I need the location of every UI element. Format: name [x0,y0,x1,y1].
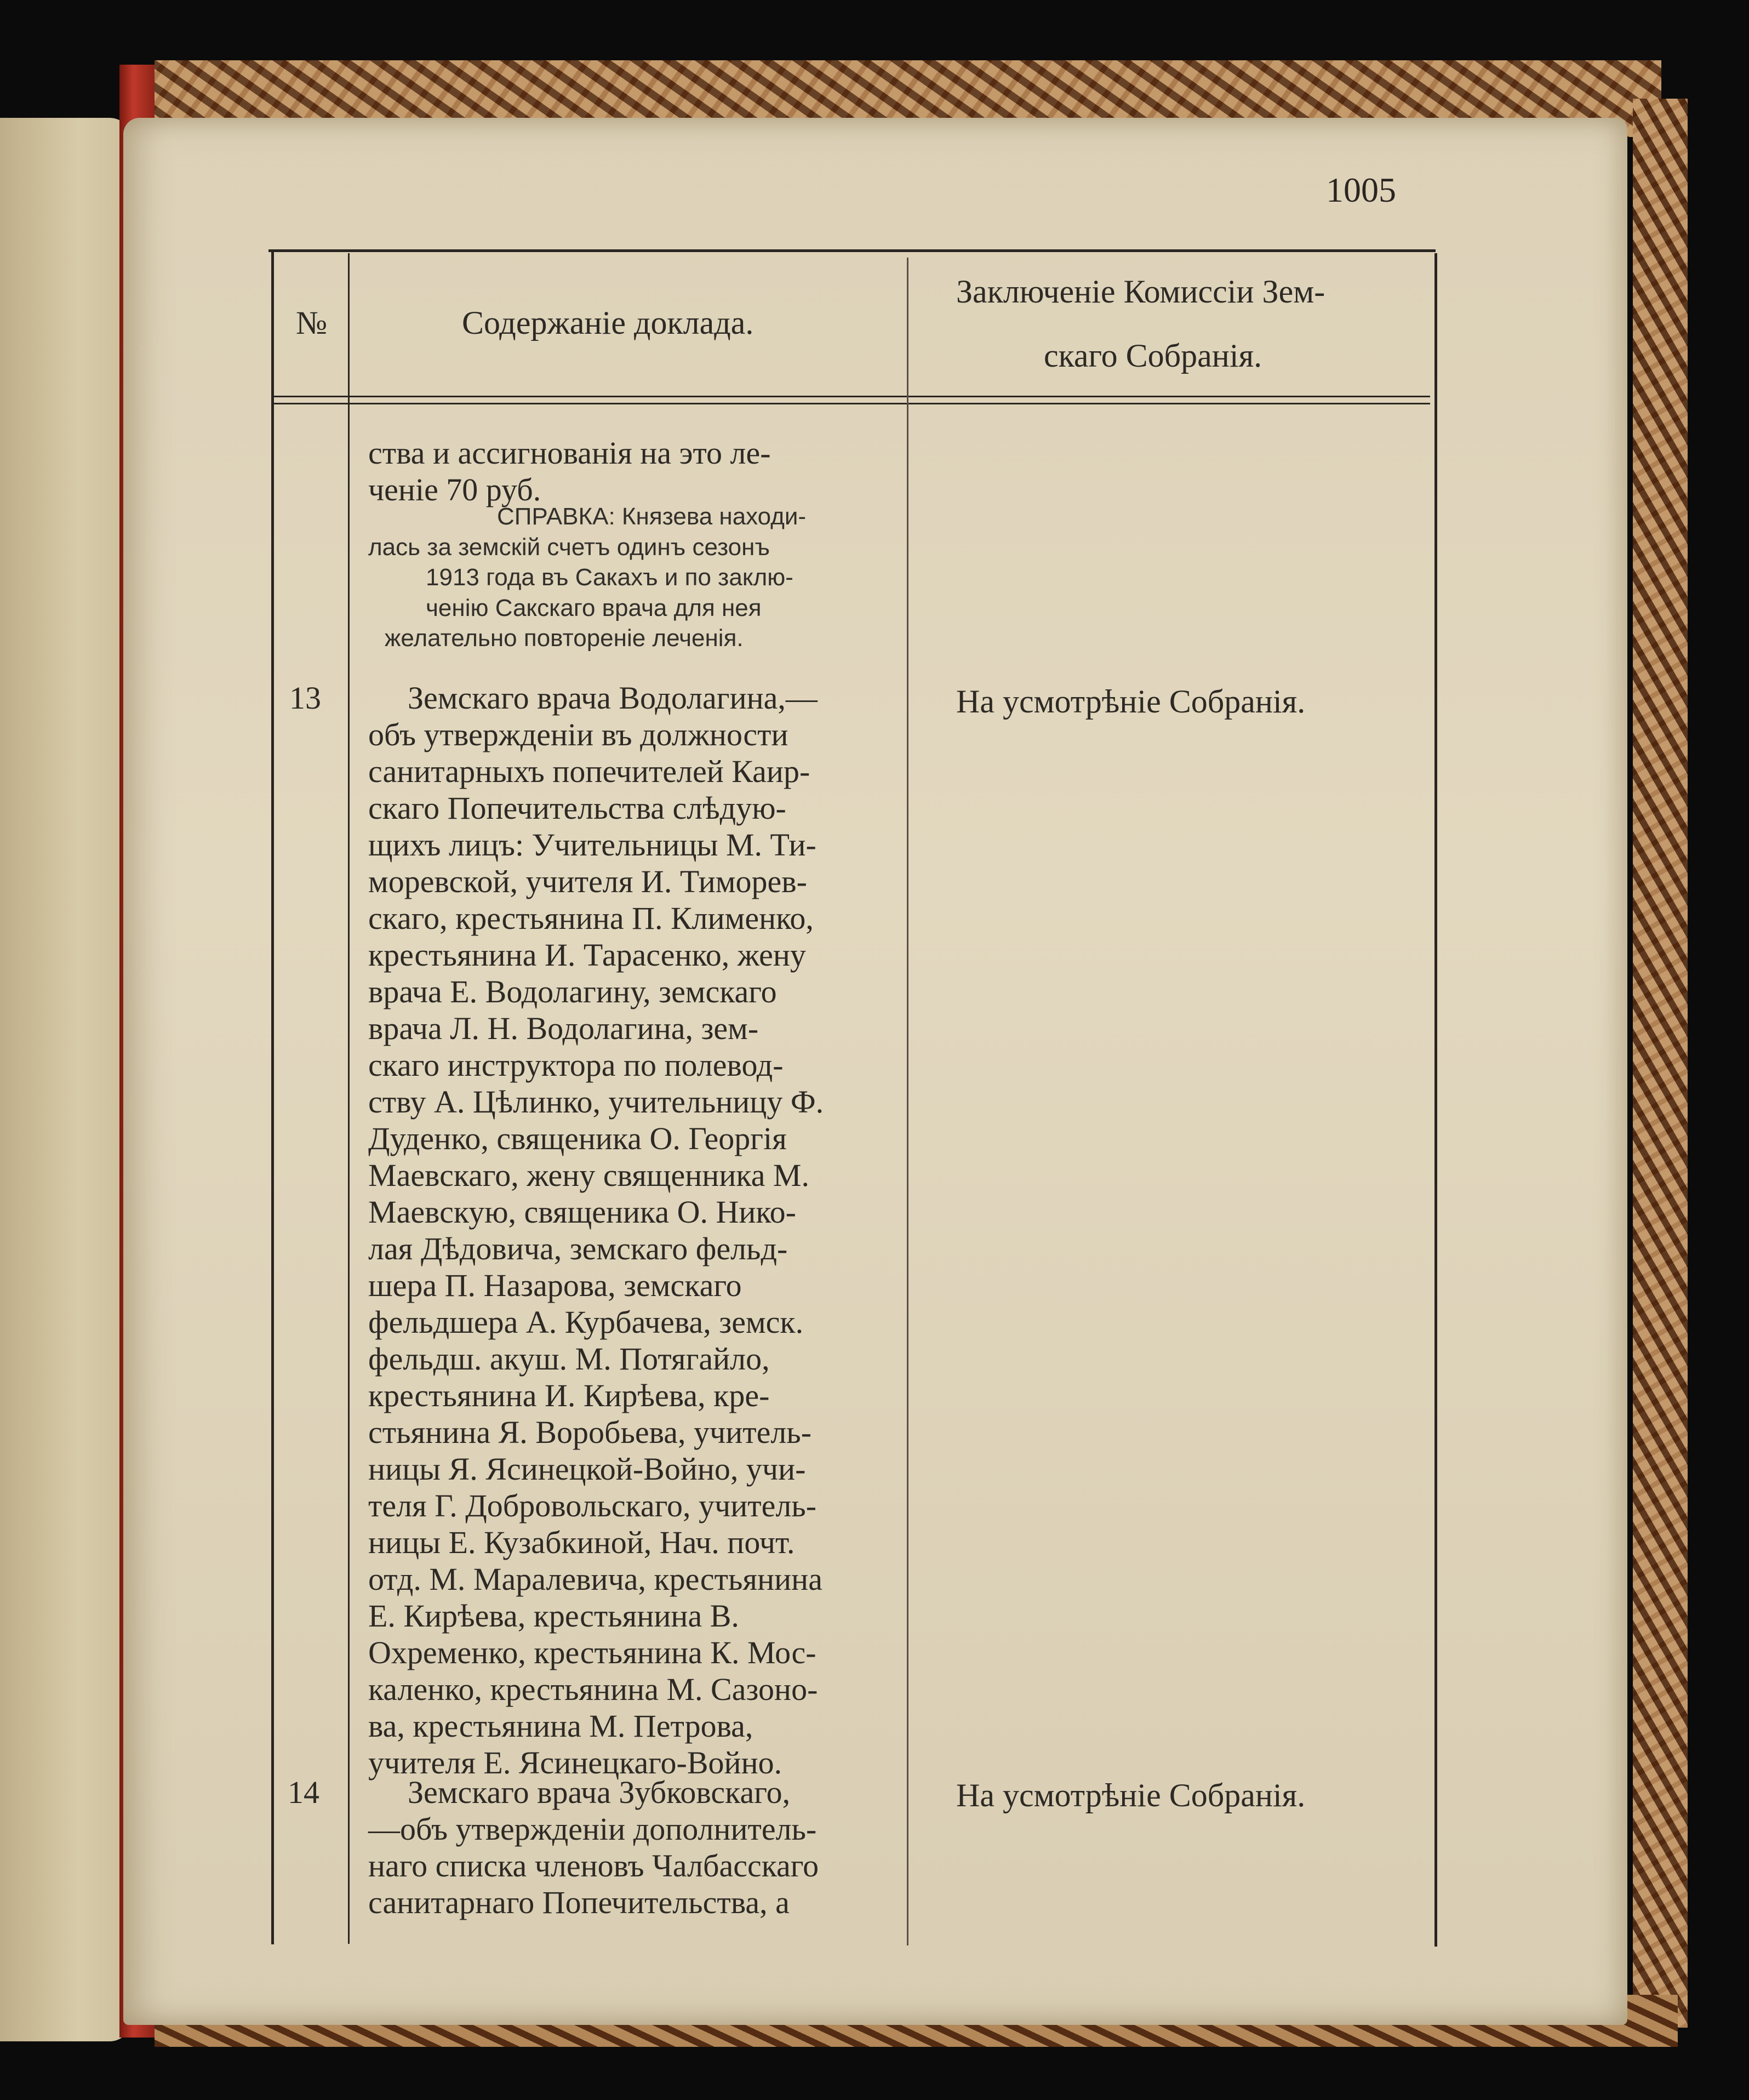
item-line: Охременко, крестьянина К. Мос- [368,1635,816,1670]
continuation-text [368,435,771,508]
item-line: санитарныхъ попечителей Каир- [368,754,810,789]
item-line: моревской, учителя И. Тиморев- [368,864,807,899]
content-column-divider [907,258,908,1945]
header-conclusion-line-2: скаго Собранія. [1044,338,1262,374]
table-left-border [271,251,274,1944]
marbled-cover-right [1633,99,1688,2028]
item-line: лая Дѣдовича, земскаго фельд- [368,1231,788,1266]
item-line: скаго Попечительства слѣдую- [368,790,786,826]
note-line: СПРАВКА: Князева находи- [497,503,807,530]
header-divider [274,396,1430,397]
item-line: объ утвержденіи въ должности [368,717,788,752]
item-line: —объ утвержденіи дополнитель- [368,1811,817,1847]
table-top-border [268,249,1436,252]
item-line: врача Е. Водолагину, земскаго [368,974,777,1009]
item-line: врача Л. Н. Водолагина, зем- [368,1011,759,1046]
item-conclusion: На усмотрѣніе Собранія. [956,1777,1306,1813]
item-line: крестьянина И. Тарасенко, жену [368,937,806,973]
item-line: санитарнаго Попечительства, а [368,1885,790,1920]
item-line: Маевскую, священика О. Нико- [368,1194,796,1230]
item-line: Е. Кирѣева, крестьянина В. [368,1598,739,1634]
header-number: № [296,305,328,341]
header-content: Содержаніе доклада. [462,305,754,341]
item-number: 13 [289,680,321,716]
item-line: ницы Я. Ясинецкой-Войно, учи- [368,1451,806,1487]
item-line: щихъ лицъ: Учительницы М. Ти- [368,827,816,863]
item-conclusion: На усмотрѣніе Собранія. [956,683,1306,720]
header-conclusion-line-1: Заключеніе Комиссіи Зем- [956,273,1325,310]
item-line: ству А. Цѣлинко, учительницу Ф. [368,1084,824,1120]
continuation-line: ченіе 70 руб. [368,472,541,507]
item-number: 14 [288,1774,319,1810]
item-content [368,1774,819,1921]
item-line: Дуденко, священика О. Георгія [368,1121,787,1156]
item-line: Маевскаго, жену священника М. [368,1157,810,1193]
item-line: Земскаго врача Водолагина,— [408,680,818,716]
number-column-divider [348,253,350,1944]
item-line: шера П. Назарова, земскаго [368,1268,742,1303]
page-number: 1005 [1326,170,1396,209]
note-line: ченію Сакскаго врача для нея [426,594,762,621]
item-line: фельдшера А. Курбачева, земск. [368,1304,804,1340]
item-line: стьянина Я. Воробьева, учитель- [368,1414,812,1450]
item-line: ницы Е. Кузабкиной, Нач. почт. [368,1525,795,1560]
item-line: отд. М. Маралевича, крестьянина [368,1561,822,1597]
item-line: теля Г. Добровольскаго, учитель- [368,1488,817,1523]
item-line: ва, крестьянина М. Петрова, [368,1708,753,1744]
item-line: фельдш. акуш. М. Потягайло, [368,1341,770,1377]
item-line: каленко, крестьянина М. Сазоно- [368,1671,818,1707]
table-right-border [1434,253,1437,1947]
item-line: наго списка членовъ Чалбасскаго [368,1848,819,1884]
item-line: учителя Е. Ясинецкаго-Войно. [368,1745,782,1781]
item-line: скаго инструктора по полевод- [368,1047,784,1083]
reference-note [368,501,889,654]
header-divider-double [274,403,1430,404]
note-line: желательно повтореніе леченія. [385,625,744,652]
item-line: крестьянина И. Кирѣева, кре- [368,1378,770,1413]
item-line: Земскаго врача Зубковскаго, [408,1774,791,1810]
note-line: 1913 года въ Сакахъ и по заклю- [426,564,793,591]
item-content [368,680,824,1781]
continuation-line: ства и ассигнованія на это ле- [368,435,771,471]
left-page-edge [0,118,132,2041]
note-line: лась за земскій счетъ одинъ сезонъ [368,533,770,561]
item-line: скаго, крестьянина П. Клименко, [368,900,814,936]
